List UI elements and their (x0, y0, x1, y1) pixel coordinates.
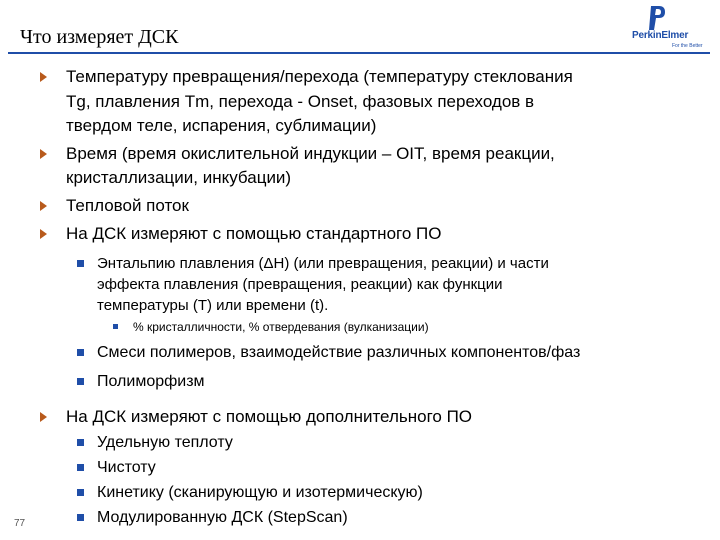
arrow-bullet-icon (40, 412, 47, 422)
logo-tagline: For the Better (672, 43, 703, 49)
page-number: 77 (14, 518, 26, 529)
bullet-3: Тепловой поток (66, 196, 189, 215)
arrow-bullet-icon (40, 229, 47, 239)
bullet-5-1: Удельную теплоту (97, 434, 233, 451)
bullet-4-1-line-1: Энтальпию плавления (ΔH) (или превращения, реакции) и части (97, 255, 549, 272)
bullet-5: На ДСК измеряют с помощью дополнительного ПО (66, 407, 473, 426)
bullet-4-2: Смеси полимеров, взаимодействие различных компонентов/фаз (97, 344, 581, 361)
bullet-5-3: Кинетику (сканирующую и изотермическую) (97, 484, 423, 501)
bullet-2-line-2: кристаллизации, инкубации) (66, 168, 292, 187)
square-bullet-icon (77, 489, 84, 496)
square-bullet-icon (77, 378, 84, 385)
arrow-bullet-icon (40, 149, 47, 159)
square-bullet-icon (77, 464, 84, 471)
perkinelmer-logo-icon (648, 6, 666, 30)
arrow-bullet-icon (40, 72, 47, 82)
bullet-5-2: Чистоту (97, 459, 156, 476)
square-bullet-icon (77, 514, 84, 521)
arrow-bullet-icon (40, 201, 47, 211)
slide-title: Что измеряет ДСК (20, 26, 179, 48)
bullet-4: На ДСК измеряют с помощью стандартного ПО (66, 224, 442, 243)
logo-name: PerkinElmer (632, 30, 689, 41)
square-bullet-icon (77, 260, 84, 267)
square-bullet-icon (77, 349, 84, 356)
title-divider (8, 52, 710, 54)
company-logo (632, 6, 710, 48)
bullet-1-line-3: твердом теле, испарения, сублимации) (66, 116, 377, 135)
bullet-4-1-1: % кристалличности, % отвердевания (вулканизации) (133, 320, 429, 334)
bullet-1-line-2: Tg, плавления Tm, перехода - Onset, фазовых переходов в (66, 92, 535, 111)
bullet-4-1-line-2: эффекта плавления (превращения, реакции) как функции (97, 276, 503, 293)
bullet-4-1-line-3: температуры (T) или времени (t). (97, 297, 329, 314)
bullet-5-4: Модулированную ДСК (StepScan) (97, 509, 348, 526)
bullet-1-line-1: Температуру превращения/перехода (температуру стеклования (66, 67, 573, 86)
square-bullet-icon (77, 439, 84, 446)
small-square-bullet-icon (113, 324, 118, 329)
bullet-2-line-1: Время (время окислительной индукции – OIT, время реакции, (66, 144, 555, 163)
bullet-4-3: Полиморфизм (97, 373, 205, 390)
